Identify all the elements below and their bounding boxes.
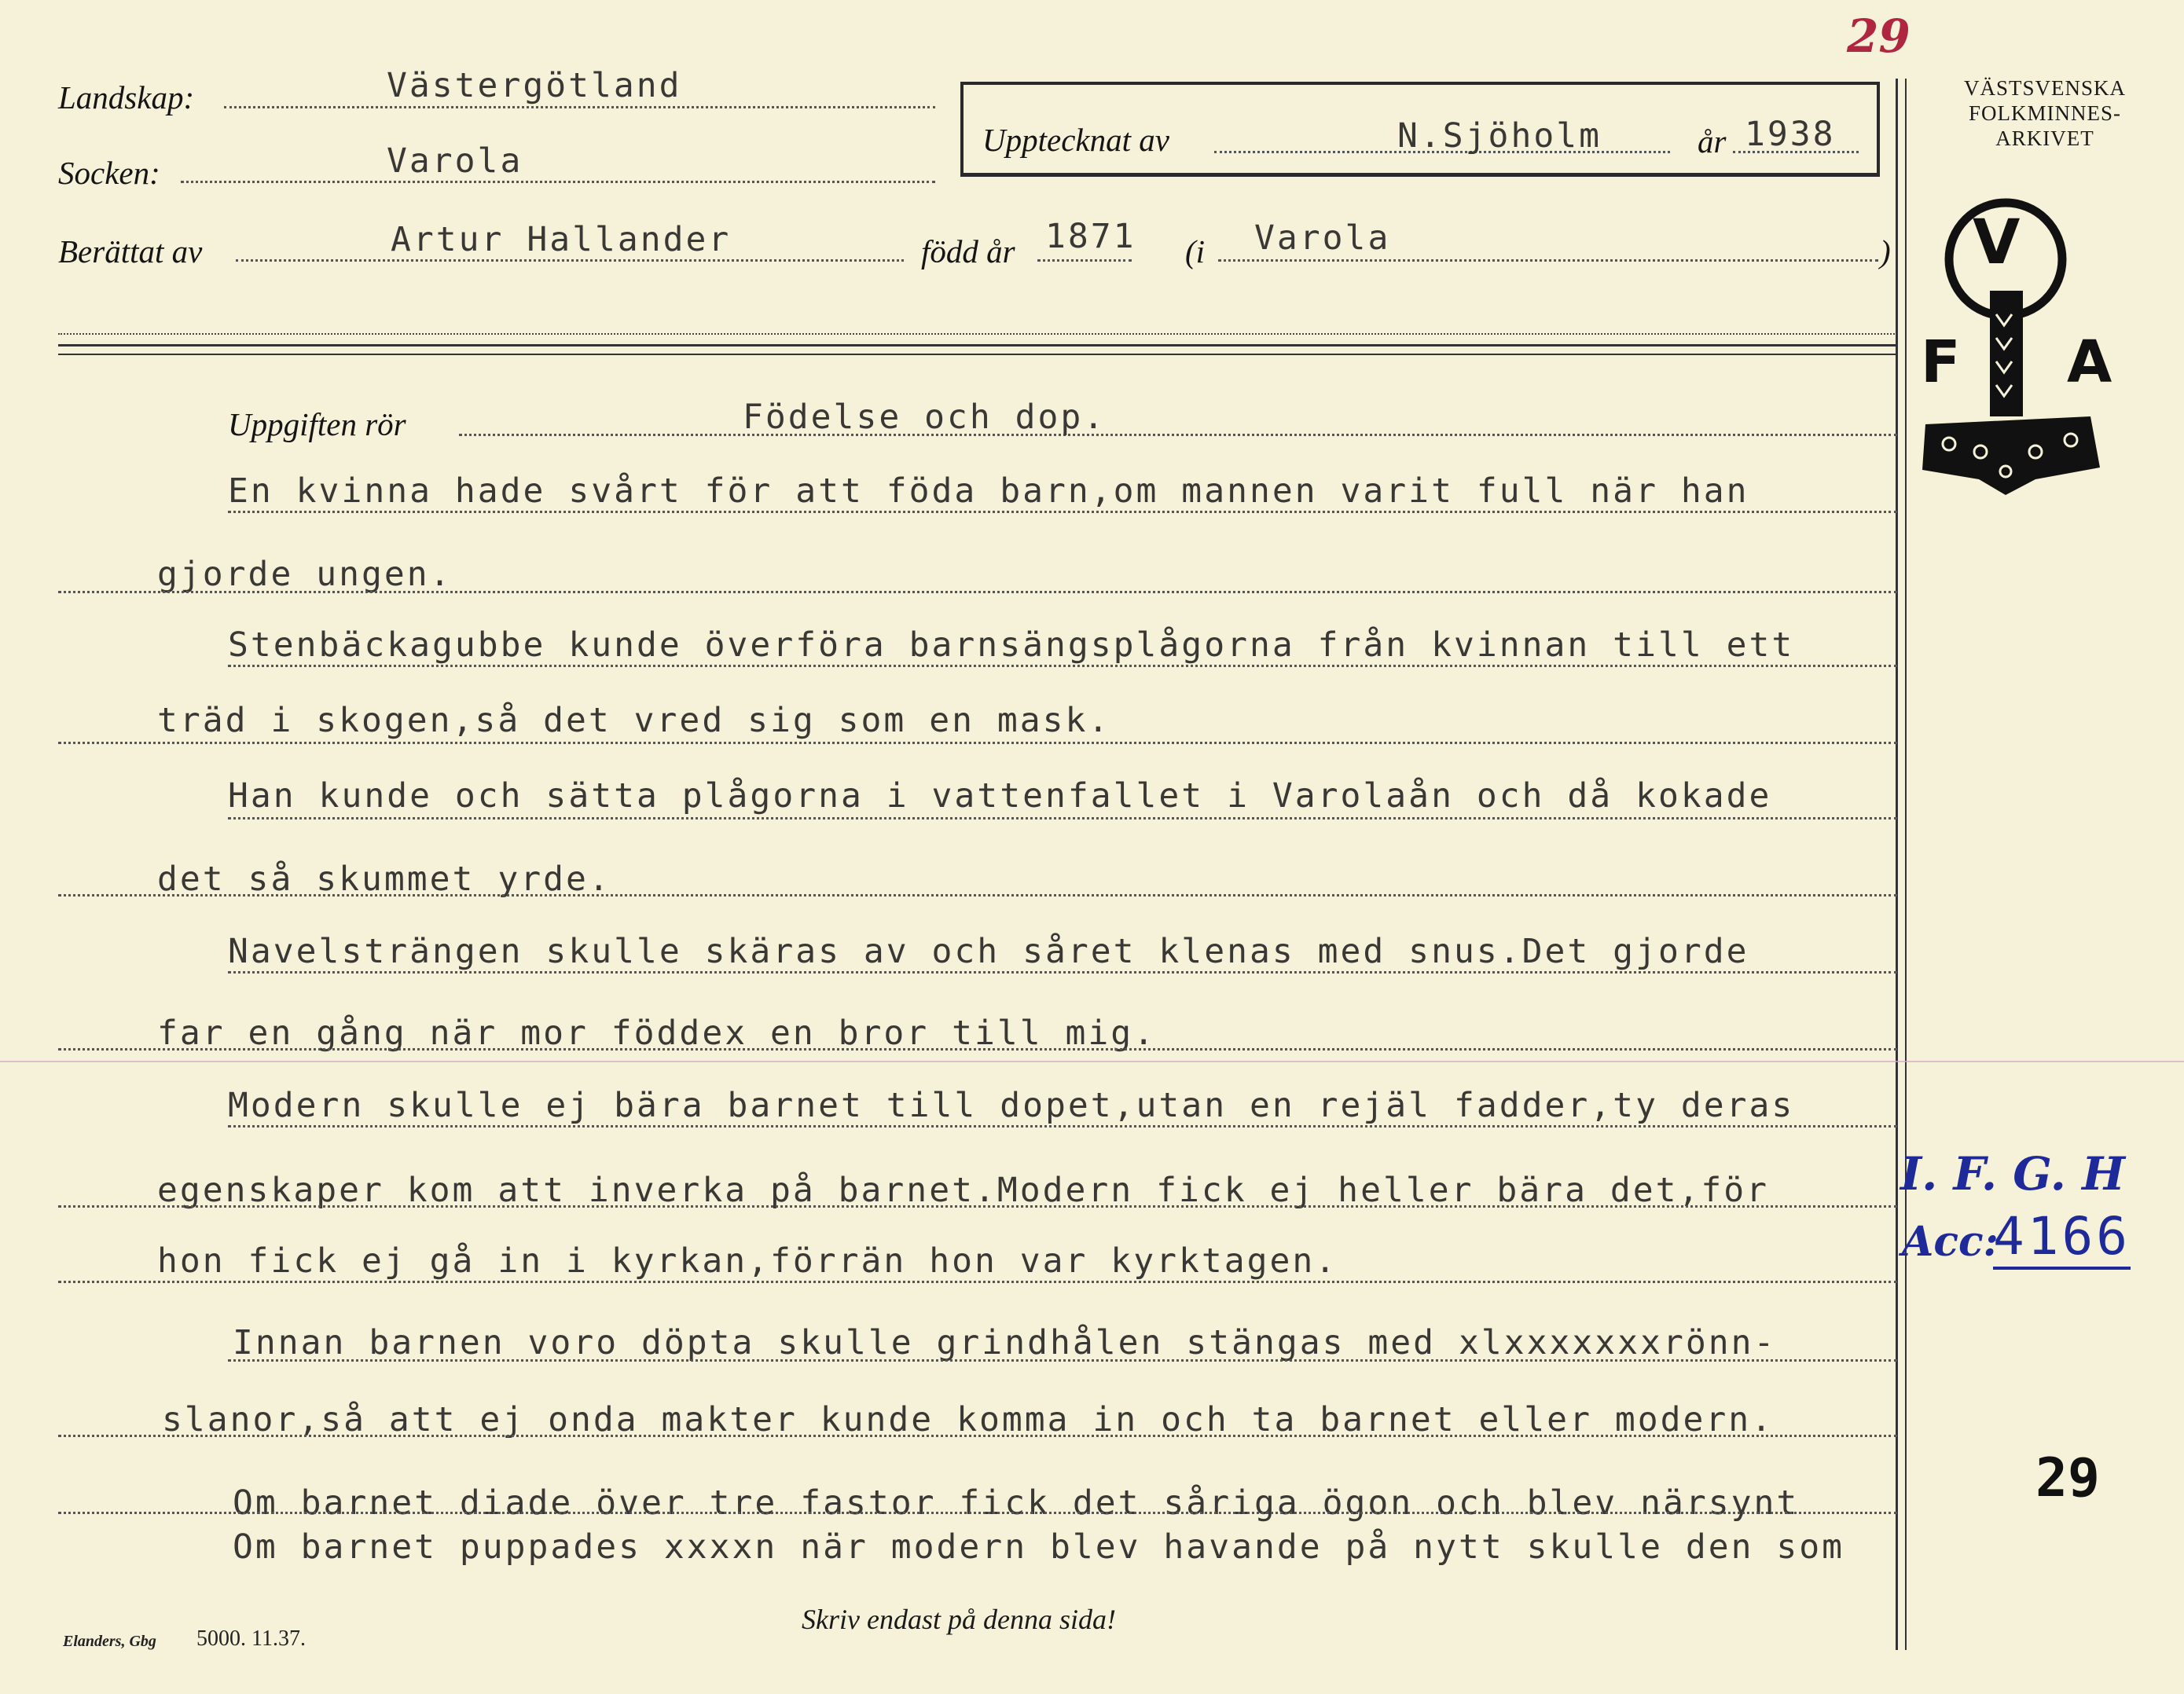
body-dotline-13 bbox=[58, 1435, 1897, 1437]
landskap-value: Västergötland bbox=[387, 66, 682, 105]
header-rule-2 bbox=[58, 354, 1897, 355]
header-rule bbox=[58, 344, 1897, 346]
body-line-1: En kvinna hade svårt för att föda barn,om mannen varit full när han bbox=[228, 471, 1749, 511]
fodd-value: 1871 bbox=[1045, 217, 1136, 256]
body-line-2: gjorde ungen. bbox=[157, 555, 453, 594]
archive-logo-f: F bbox=[1921, 328, 1961, 396]
paper-crease bbox=[0, 1061, 2184, 1062]
handwritten-page-number: 29 bbox=[1847, 9, 1911, 63]
i-dotline bbox=[1218, 259, 1878, 262]
i-label: (i bbox=[1185, 233, 1206, 270]
acc-label: Acc: bbox=[1902, 1218, 1999, 1266]
body-dotline-4 bbox=[58, 742, 1897, 744]
sheet-number: 29 bbox=[2035, 1447, 2100, 1509]
socken-dotline bbox=[181, 181, 935, 183]
body-dotline-11 bbox=[58, 1281, 1897, 1283]
subject-value: Födelse och dop. bbox=[743, 398, 1107, 437]
body-dotline-14 bbox=[58, 1512, 1897, 1514]
footer-instruction: Skriv endast på denna sida! bbox=[802, 1604, 1116, 1635]
uppteck-value: N.Sjöholm bbox=[1397, 116, 1602, 156]
body-line-10: egenskaper kom att inverka på barnet.Modern fick ej heller bära det,för bbox=[157, 1171, 1770, 1210]
archive-logo-v: V bbox=[1973, 207, 2021, 278]
socken-value: Varola bbox=[387, 141, 523, 181]
uppteck-label: Upptecknat av bbox=[982, 122, 1169, 158]
archive-line-3: ARKIVET bbox=[1995, 126, 2094, 150]
body-line-6: det så skummet yrde. bbox=[157, 860, 611, 899]
berattat-dotline bbox=[236, 259, 904, 262]
archive-logo-a: A bbox=[2067, 328, 2112, 396]
i-value: Varola bbox=[1254, 218, 1391, 258]
body-dotline-2 bbox=[58, 591, 1897, 593]
body-line-5: Han kunde och sätta plågorna i vattenfallet i Varolaån och då kokade bbox=[228, 776, 1772, 816]
body-line-8: far en gång när mor föddex en bror till mig. bbox=[157, 1014, 1157, 1053]
i-close: ) bbox=[1880, 233, 1891, 270]
socken-label: Socken: bbox=[58, 155, 160, 191]
landskap-dotline bbox=[224, 106, 935, 108]
berattat-label: Berättat av bbox=[58, 233, 203, 270]
body-line-7: Navelsträngen skulle skäras av och såret klenas med snus.Det gjorde bbox=[228, 932, 1749, 971]
body-dotline-12 bbox=[228, 1359, 1897, 1362]
body-line-15: Om barnet puppades xxxxn när modern blev havande på nytt skulle den som bbox=[233, 1527, 1845, 1567]
body-line-14: Om barnet diade över tre fastor fick det såriga ögon och blev närsynt bbox=[233, 1483, 1800, 1523]
subject-dotline bbox=[459, 434, 1897, 436]
ar-label: år bbox=[1698, 123, 1727, 160]
body-dotline-3 bbox=[228, 665, 1897, 667]
body-line-11: hon fick ej gå in i kyrkan,förrän hon var kyrktagen. bbox=[157, 1241, 1338, 1281]
ar-value: 1938 bbox=[1745, 115, 1836, 154]
body-dotline-10 bbox=[58, 1205, 1897, 1208]
body-line-12: Innan barnen voro döpta skulle grindhålen stängas med xlxxxxxxxrönn- bbox=[233, 1323, 1777, 1362]
margin-line-2 bbox=[1905, 79, 1907, 1650]
subject-label: Uppgiften rör bbox=[228, 406, 406, 442]
fodd-label: född år bbox=[921, 233, 1015, 270]
body-line-4: träd i skogen,så det vred sig som en mask. bbox=[157, 701, 1111, 740]
body-dotline-8 bbox=[58, 1048, 1897, 1050]
print-info: 5000. 11.37. bbox=[196, 1626, 306, 1651]
body-dotline-6 bbox=[58, 894, 1897, 896]
body-line-13: slanor,så att ej onda makter kunde komma in och ta barnet eller modern. bbox=[162, 1400, 1775, 1439]
body-dotline-7 bbox=[228, 971, 1897, 974]
berattat-value: Artur Hallander bbox=[391, 220, 732, 259]
body-dotline-5 bbox=[228, 817, 1897, 820]
landskap-label: Landskap: bbox=[58, 79, 195, 116]
body-line-9: Modern skulle ej bära barnet till dopet,utan en rejäl fadder,ty deras bbox=[228, 1086, 1795, 1125]
body-dotline-1 bbox=[228, 511, 1897, 513]
archive-name bbox=[1911, 75, 2178, 151]
archive-line-2: FOLKMINNES- bbox=[1968, 101, 2121, 125]
body-line-3: Stenbäckagubbe kunde överföra barnsängsplågorna från kvinnan till ett bbox=[228, 625, 1795, 665]
header-rule-top bbox=[58, 333, 1897, 335]
archive-line-1: VÄSTSVENSKA bbox=[1963, 76, 2127, 100]
ifgh-note: I. F. G. H bbox=[1900, 1147, 2125, 1201]
body-dotline-9 bbox=[228, 1125, 1897, 1128]
margin-line-1 bbox=[1896, 79, 1898, 1650]
printer-name: Elanders, Gbg bbox=[63, 1633, 156, 1650]
fodd-dotline bbox=[1037, 259, 1132, 262]
acc-number: 4166 bbox=[1993, 1207, 2131, 1270]
